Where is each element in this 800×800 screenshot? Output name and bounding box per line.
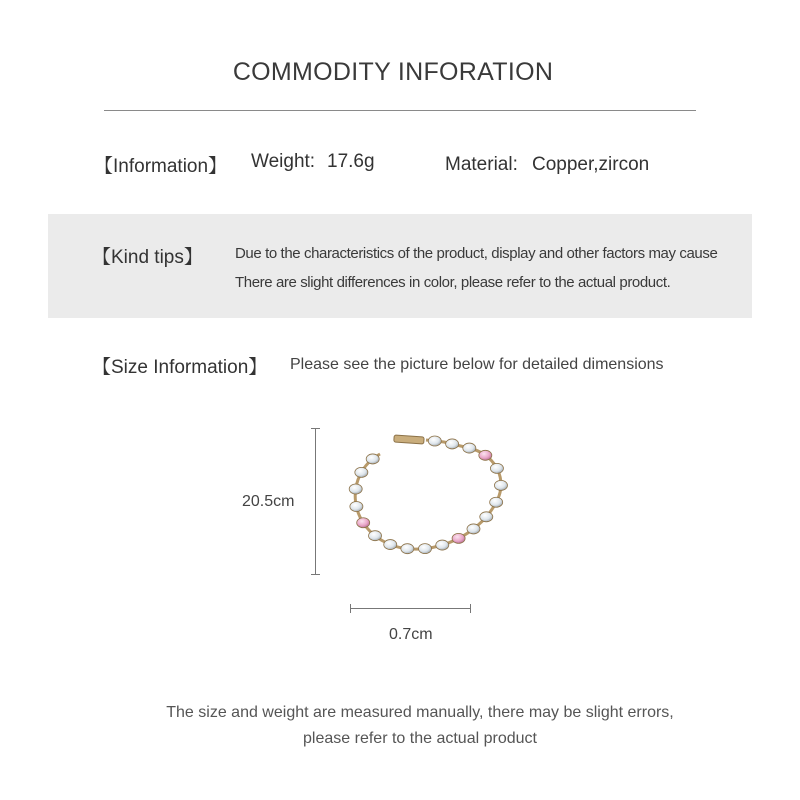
white-gem <box>446 439 459 449</box>
kind-tips-line-1: Due to the characteristics of the product, display and other factors may cause <box>235 245 718 262</box>
white-gem <box>419 544 432 554</box>
white-gem <box>428 436 441 446</box>
pink-gem <box>357 518 370 528</box>
footer-line-1: The size and weight are measured manually, there may be slight errors, <box>166 704 674 721</box>
white-gem <box>349 484 362 494</box>
bracelet-image <box>334 424 514 564</box>
footer-line-2: please refer to the actual product <box>303 730 537 747</box>
information-label: 【Information】 <box>94 156 228 177</box>
white-gem <box>490 463 503 473</box>
white-gem <box>467 524 480 534</box>
white-gem <box>494 480 507 490</box>
white-gem <box>490 497 503 507</box>
height-dimension-label: 20.5cm <box>242 493 295 510</box>
white-gem <box>355 467 368 477</box>
height-dimension-cap-bottom <box>311 574 320 575</box>
size-information-label: 【Size Information】 <box>92 357 268 378</box>
title-divider <box>104 110 696 111</box>
kind-tips-line-2: There are slight differences in color, please refer to the actual product. <box>235 274 671 291</box>
width-dimension-cap-left <box>350 604 351 613</box>
pink-gem <box>452 533 465 543</box>
white-gem <box>350 502 363 512</box>
weight-label: Weight: <box>251 151 316 172</box>
white-gem <box>463 443 476 453</box>
white-gem <box>369 531 382 541</box>
height-dimension-line <box>315 428 316 574</box>
white-gem <box>401 544 414 554</box>
kind-tips-label: 【Kind tips】 <box>92 247 203 268</box>
width-dimension-label: 0.7cm <box>389 626 433 643</box>
white-gem <box>366 454 379 464</box>
height-dimension-cap-top <box>311 428 320 429</box>
white-gem <box>384 540 397 550</box>
size-information-note: Please see the picture below for detailed dimensions <box>290 356 664 373</box>
width-dimension-cap-right <box>470 604 471 613</box>
page-title: COMMODITY INFORATION <box>232 58 554 86</box>
weight-value: 17.6g <box>327 151 375 172</box>
pink-gem <box>479 450 492 460</box>
material-value: Copper,zircon <box>532 154 650 175</box>
white-gem <box>480 512 493 522</box>
white-gem <box>436 540 449 550</box>
material-label: Material: <box>445 154 518 175</box>
width-dimension-line <box>351 608 471 609</box>
